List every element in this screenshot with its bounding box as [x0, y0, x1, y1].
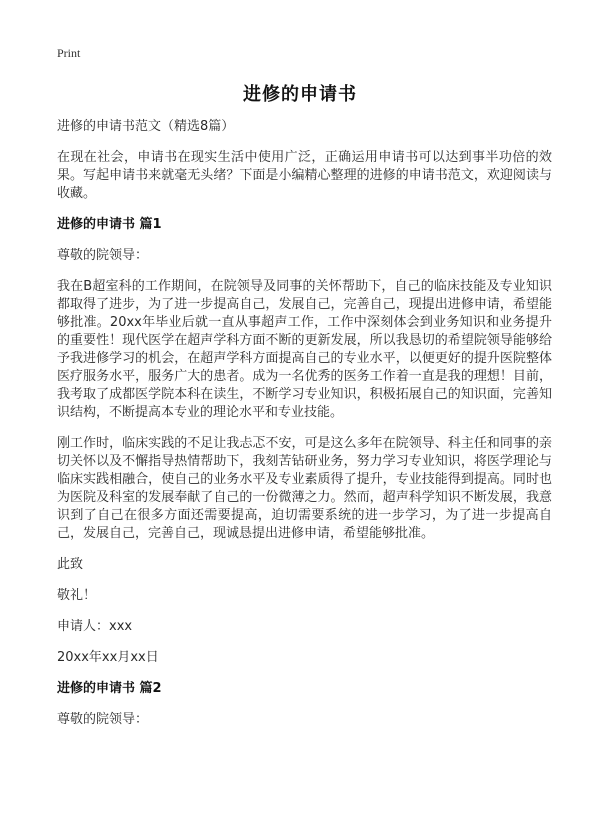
body-paragraph-2: 刚工作时，临床实践的不足让我忐忑不安，可是这么多年在院领导、科主任和同事的亲切关怀以及不懈指导热情帮助下，我刻苦钻研业务，努力学习专业知识，将医学理论与临床实践相融合，使自己的业务水平及专业素质得了提升，专业技能得到提高。同时也为医院及科室的发展奉献了自己的一份微薄之力。然而，超声科学知识不断发展，我意识到了自己在很多方面还需要提高，迫切需要系统的进一步学习，为了进一步提高自己，发展自己，完善自己，现诚恳提出进修申请，希望能够批准。 [57, 436, 552, 541]
section-heading-2: 进修的申请书 篇2 [57, 681, 162, 696]
salutation-1: 尊敬的院领导： [57, 248, 149, 263]
applicant-line: 申请人：xxx [57, 619, 133, 634]
salutation-2: 尊敬的院领导： [57, 712, 149, 727]
section-heading-1: 进修的申请书 篇1 [57, 217, 162, 232]
closing-line-2: 敬礼！ [57, 588, 97, 603]
subtitle: 进修的申请书范文（精选8篇） [57, 119, 235, 134]
document-body [57, 118, 552, 742]
closing-line-1: 此致 [57, 557, 84, 572]
date-line: 20xx年xx月xx日 [57, 650, 159, 665]
page-title: 进修的申请书 [243, 84, 357, 105]
intro-paragraph: 在现在社会，申请书在现实生活中使用广泛，正确运用申请书可以达到事半功倍的效果。写起申请书来就毫无头绪？下面是小编精心整理的进修的申请书范文，欢迎阅读与收藏。 [57, 150, 552, 201]
body-paragraph-1: 我在B超室科的工作期间，在院领导及同事的关怀帮助下，自己的临床技能及专业知识都取得了进步，为了进一步提高自己，发展自己，完善自己，现提出进修申请，希望能够批准。20xx年毕业后就一直从事超声工作，工作中深刻体会到业务知识和业务提升的重要性！现代医学在超声学科方面不断的更新发展，所以我恳切的希望院领导能够给予我进修学习的机会，在超声学科方面提高自己的专业水平，以便更好的提升医院整体医疗服务水平，服务广大的患者。成为一名优秀的医务工作着一直是我的理想！目前，我考取了成都医学院本科在读生，不断学习专业知识，积极拓展自己的知识面，完善知识结构，不断提高本专业的理论水平和专业技能。 [57, 279, 552, 420]
print-link[interactable]: Print [57, 46, 81, 60]
